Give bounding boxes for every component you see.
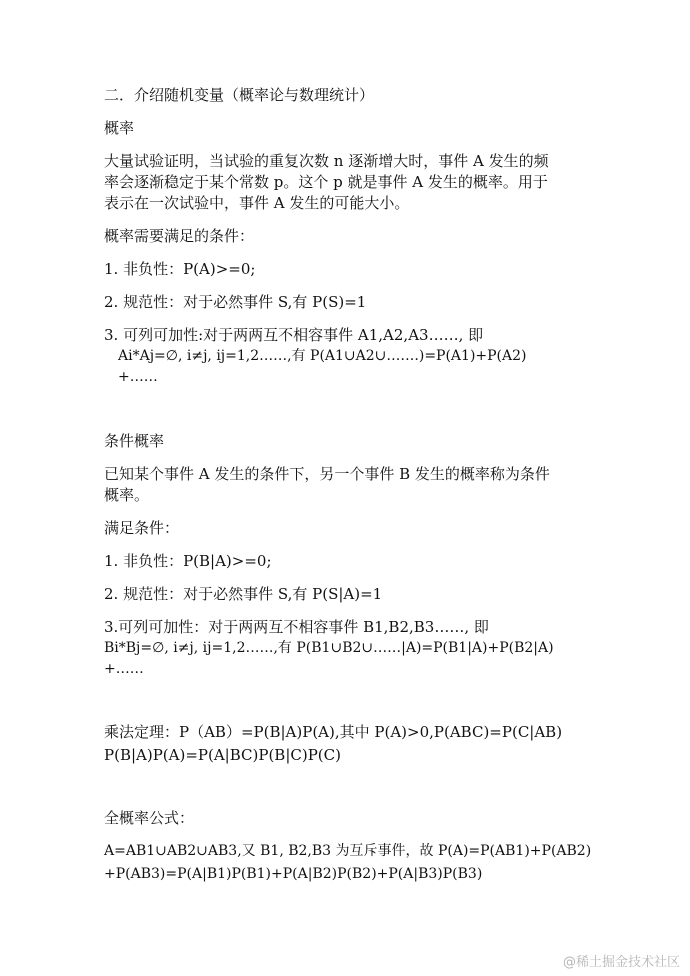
probability-condition-3-line-3: +…… <box>118 369 158 385</box>
conditional-conditions-title: 满足条件： <box>104 519 180 537</box>
probability-conditions-title: 概率需要满足的条件： <box>104 227 255 245</box>
conditional-condition-3-line-2: Bi*Bj=∅, i≠j, ij=1,2……,有 P(B1∪B2∪……|A)=P(B1|A)+P(B2|A) <box>104 640 554 656</box>
probability-title: 概率 <box>104 119 135 137</box>
probability-definition-line-1: 大量试验证明，当试验的重复次数 n 逐渐增大时，事件 A 发生的频 <box>104 152 549 170</box>
probability-definition-line-2: 率会逐渐稳定于某个常数 p。这个 p 就是事件 A 发生的概率。用于 <box>104 173 548 191</box>
probability-definition-line-3: 表示在一次试验中，事件 A 发生的可能大小。 <box>104 194 410 212</box>
multiplication-line-1: 乘法定理：P（AB）=P(B|A)P(A),其中 P(A)>0,P(ABC)=P(C|AB) <box>104 723 563 741</box>
total-probability-line-2: +P(AB3)=P(A|B1)P(B1)+P(A|B2)P(B2)+P(A|B3)P(B3) <box>104 866 483 882</box>
total-probability-title: 全概率公式： <box>104 809 195 827</box>
probability-condition-2: 2. 规范性：对于必然事件 S,有 P(S)=1 <box>104 293 367 311</box>
conditional-definition-line-1: 已知某个事件 A 发生的条件下，另一个事件 B 发生的概率称为条件 <box>104 465 550 483</box>
conditional-condition-3-line-1: 3.可列可加性：对于两两互不相容事件 B1,B2,B3……, 即 <box>104 618 489 636</box>
probability-condition-3-line-2: Ai*Aj=∅, i≠j, ij=1,2……,有 P(A1∪A2∪…….)=P(A1)+P(A2) <box>118 348 527 364</box>
conditional-condition-3-line-3: +…… <box>104 661 144 677</box>
total-probability-line-1: A=AB1∪AB2∪AB3,又 B1, B2,B3 为互斥事件，故 P(A)=P(AB1)+P(AB2) <box>104 843 592 859</box>
conditional-condition-1: 1. 非负性：P(B|A)>=0; <box>104 552 272 570</box>
conditional-title: 条件概率 <box>104 432 165 450</box>
probability-condition-1: 1. 非负性：P(A)>=0; <box>104 260 256 278</box>
conditional-definition-line-2: 概率。 <box>104 486 150 504</box>
watermark: @稀土掘金技术社区 <box>562 955 680 970</box>
probability-condition-3-line-1: 3. 可列可加性:对于两两互不相容事件 A1,A2,A3……, 即 <box>104 326 484 344</box>
section-heading: 二．介绍随机变量（概率论与数理统计） <box>104 86 375 104</box>
conditional-condition-2: 2. 规范性：对于必然事件 S,有 P(S|A)=1 <box>104 585 383 603</box>
multiplication-line-2: P(B|A)P(A)=P(A|BC)P(B|C)P(C) <box>104 746 341 764</box>
